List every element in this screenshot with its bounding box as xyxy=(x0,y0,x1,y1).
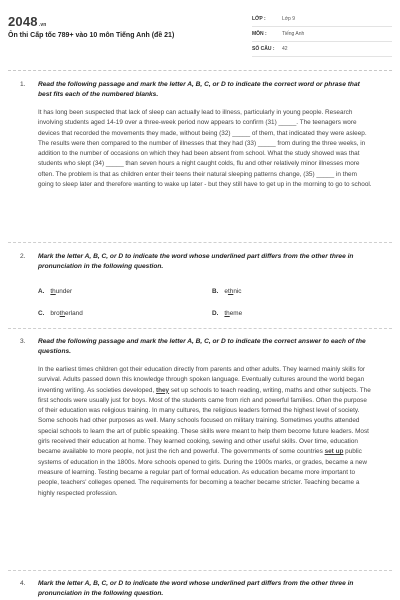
option-letter: C. xyxy=(38,310,45,317)
option-underlined: th xyxy=(50,288,56,295)
question-number: 1. xyxy=(20,81,26,88)
option-c[interactable] xyxy=(38,310,83,317)
question-divider xyxy=(8,328,392,329)
logo-text: 2048 xyxy=(8,14,38,29)
option-underlined: th xyxy=(227,288,234,295)
meta-key: MÔN : xyxy=(252,31,267,37)
meta-row-subject xyxy=(252,27,392,42)
question-number: 2. xyxy=(20,253,26,260)
option-text: under xyxy=(55,288,73,295)
question-4 xyxy=(20,579,372,599)
passage-highlight: set up xyxy=(324,448,344,456)
option-d[interactable] xyxy=(212,310,242,317)
question-3 xyxy=(20,337,372,499)
question-1 xyxy=(20,80,372,190)
question-instruction: Read the following passage and mark the letter A, B, C, or D to indicate the correct word or phrase that best fits each of the numbered blanks. xyxy=(38,81,360,98)
option-text: bro xyxy=(50,310,60,317)
option-a[interactable] xyxy=(38,288,72,295)
option-text: eme xyxy=(229,310,243,317)
option-letter: B. xyxy=(212,288,219,295)
passage-highlight: they xyxy=(155,386,170,394)
option-underlined: th xyxy=(224,310,230,317)
question-passage: It has long been suspected that lack of sleep can actually lead to illness, particularly in young people. Research involving students aged 14-19 over a three-week period now appears to confirm (31) _____. The teenagers wore devices that recorded the movements they made, without being (32) _____ of them, that indicated they were asleep. The results were then compared to the number of illnesses that they had (33) _____ from during the three weeks, in addition to the number of occasions on which they had been absent from school. What the study showed was that students who slept (34) _____ than seven hours a night caught colds, flu and other relatively minor illnesses more often. The problem is that as children enter their teens their natural sleeping patterns change, (35) _____ in them going to sleep later and therefore wanting to wake up later - but they still have to get up in the morning to go to school. xyxy=(38,109,372,189)
meta-key: SỐ CÂU : xyxy=(252,46,275,52)
meta-value: 42 xyxy=(282,46,288,52)
option-text: nic xyxy=(233,288,242,295)
meta-value: Lớp 9 xyxy=(282,16,296,22)
header-divider xyxy=(8,70,392,71)
option-b[interactable] xyxy=(212,288,241,295)
site-logo[interactable] xyxy=(8,14,47,29)
meta-row-grade xyxy=(252,12,392,27)
meta-row-count xyxy=(252,42,392,57)
option-text: erland xyxy=(65,310,83,317)
option-letter: A. xyxy=(38,288,45,295)
passage-text: set up schools to teach reading, writing, maths and other subjects. The first schools were usually just for boys. Most of the students came from rich and powerful families. Often the purpose of their education was religious training. In many cultures, the religious leaders formed the highest level of society. Some schools had other purposes as well. Many schools focused on military training. Sometimes youths attended special schools to learn the art of public speaking. These skills were meant to help them become future leaders. Most girls received their education at home. They learned cooking, sewing and other useful skills. Over time, education became available to more people, not just the rich and powerful. The governments of some countries xyxy=(38,386,371,456)
logo-suffix: .vn xyxy=(38,22,47,28)
meta-key: LỚP : xyxy=(252,16,266,22)
question-number: 3. xyxy=(20,338,26,345)
option-text: e xyxy=(224,288,228,295)
question-instruction: Mark the letter A, B, C, or D to indicate the word whose underlined part differs from the other three in pronunciation in the following question. xyxy=(38,253,354,270)
question-divider xyxy=(8,570,392,571)
exam-title: Ôn thi Cấp tốc 789+ vào 10 môn Tiếng Anh (đề 21) xyxy=(8,32,175,39)
option-letter: D. xyxy=(212,310,219,317)
question-instruction: Mark the letter A, B, C, or D to indicate the word whose underlined part differs from the other three in pronunciation in the following question. xyxy=(38,580,354,597)
passage-text: public systems of education in the 1800s. More schools opened to girls. During the 1900s marks, or grades, became a new measure of learning. Testing became a regular part of formal education. As education became more important to people, teachers' colleges opened. The requirements for becoming a teacher became stricter. Teaching became a highly respected profession. xyxy=(38,448,367,497)
option-underlined: th xyxy=(59,310,65,317)
page-header xyxy=(0,0,400,62)
exam-meta xyxy=(252,12,392,57)
question-instruction: Read the following passage and mark the letter A, B, C, or D to indicate the correct answer to each of the questions. xyxy=(38,338,366,355)
question-2 xyxy=(20,252,372,272)
passage-text: In the earliest times children got their education directly from parents and other adults. They learned mainly skills for survival. Adults passed down this knowledge through spoken language. Eventually cultures around the world began inventing writing. As societies developed, xyxy=(38,366,366,394)
question-divider xyxy=(8,242,392,243)
question-number: 4. xyxy=(20,580,26,587)
question-passage xyxy=(38,365,372,499)
meta-value: Tiếng Anh xyxy=(282,31,305,37)
